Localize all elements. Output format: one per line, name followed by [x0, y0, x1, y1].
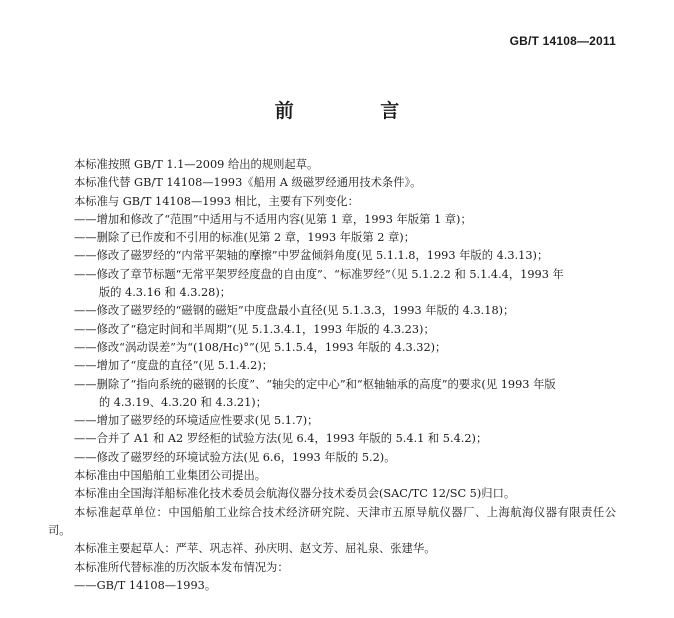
paragraph-committee: 本标准由全国海洋船标准化技术委员会航海仪器分技术委员会(SAC/TC 12/SC 5)归口。: [73, 487, 516, 501]
change-item: [48, 211, 616, 229]
change-item: [48, 449, 616, 467]
page-title: 前 言: [274, 100, 440, 122]
change-item: [48, 339, 616, 357]
paragraph-replaces: 本标准代替 GB/T 14108—1993《船用 A 级磁罗经通用技术条件》。: [73, 176, 422, 190]
change-item-line: ——修改了磁罗经的“内常平架轴的摩擦”中罗盆倾斜角度(见 5.1.1.8，1993 年版的 4.3.13)；: [73, 249, 549, 263]
change-item: [48, 302, 616, 320]
change-item: [48, 430, 616, 448]
change-item-line: ——修改了“稳定时间和半周期”(见 5.1.3.4.1，1993 年版的 4.3.23)；: [73, 322, 435, 336]
change-item: [48, 357, 616, 375]
change-item: [48, 376, 616, 413]
change-item-line: ——修改了磁罗经的环境试验方法(见 6.6，1993 年版的 5.2)。: [73, 450, 396, 464]
paragraph-drafting-rules: 本标准按照 GB/T 1.1—2009 给出的规则起草。: [73, 158, 319, 171]
paragraph-proposer: 本标准由中国船舶工业集团公司提出。: [73, 469, 267, 483]
change-item-line: ——删除了“指向系统的磁钢的长度”、“轴尖的定中心”和“枢轴轴承的高度”的要求(见 1993 年版: [73, 377, 556, 391]
change-item-line: ——修改“涡动误差”为“(108/Hc)°”(见 5.1.5.4，1993 年版的 4.3.32)；: [73, 340, 447, 354]
change-item-line: ——修改了章节标题“无常平架罗经度盘的自由度”、“标准罗经”（见 5.1.2.2 和 5.1.4.4，1993 年: [73, 267, 564, 281]
change-item-line: ——修改了磁罗经的“磁钢的磁矩”中度盘最小直径(见 5.1.3.3，1993 年版的 4.3.18)；: [73, 304, 515, 318]
paragraph-drafters: 本标准主要起草人：严苹、巩志祥、孙庆明、赵文芳、屈礼泉、张建华。: [73, 542, 436, 556]
paragraph-history-intro: 本标准所代替标准的历次版本发布情况为：: [73, 560, 289, 574]
change-item-line: ——删除了已作废和不引用的标准(见第 2 章，1993 年版第 2 章)；: [73, 231, 416, 245]
standard-code: GB/T 14108—2011: [509, 34, 616, 48]
change-item: [48, 266, 616, 303]
paragraph-drafting-units: 本标准起草单位：中国船舶工业综合技术经济研究院、天津市五原导航仪器厂、上海航海仪器有限责任公司。: [48, 505, 616, 537]
foreword-body: [48, 156, 616, 595]
paragraph-changes-intro: 本标准与 GB/T 14108—1993 相比，主要有下列变化：: [73, 194, 359, 208]
change-item-continuation: 的 4.3.19、4.3.20 和 4.3.21)；: [98, 395, 268, 409]
change-item: [48, 247, 616, 265]
change-item-continuation: 版的 4.3.16 和 4.3.28)；: [98, 286, 232, 300]
change-item: [48, 229, 616, 247]
change-item-line: ——增加了“度盘的直径”(见 5.1.4.2)；: [73, 359, 274, 373]
history-item: ——GB/T 14108—1993。: [73, 578, 217, 592]
change-item: [48, 412, 616, 430]
change-item-line: ——增加和修改了“范围”中适用与不适用内容(见第 1 章，1993 年版第 1 章)；: [73, 212, 472, 226]
change-item-line: ——合并了 A1 和 A2 罗经柜的试验方法(见 6.4，1993 年版的 5.4.1 和 5.4.2)；: [73, 432, 488, 446]
change-item-line: ——增加了磁罗经的环境适应性要求(见 5.1.7)；: [73, 414, 319, 428]
change-item: [48, 321, 616, 339]
